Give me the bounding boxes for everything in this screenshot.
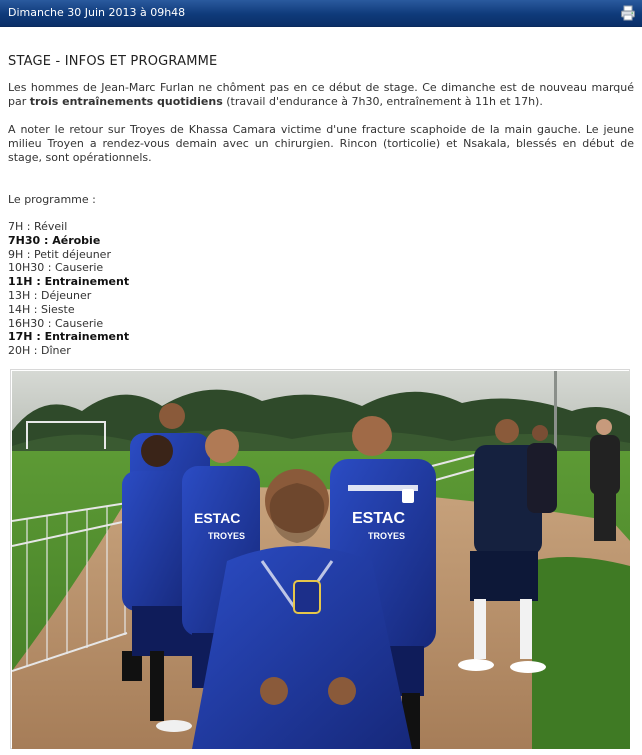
article-date: Dimanche 30 Juin 2013 à 09h48 (8, 6, 186, 19)
schedule-item: 11H : Entrainement (8, 275, 130, 289)
article-paragraph-intro (8, 81, 634, 109)
intro-highlight: trois entraînements quotidiens (29, 95, 223, 108)
schedule-item: 13H : Déjeuner (8, 288, 92, 302)
jersey-text-left: ESTAC (194, 510, 241, 526)
jersey-text-right: ESTAC (352, 510, 406, 527)
article-header-bar (0, 0, 642, 27)
jersey-sub-right: TROYES (368, 531, 406, 541)
team-photo (10, 369, 630, 749)
programme-label: Le programme : (8, 193, 96, 206)
team-photo-illustration (12, 371, 630, 749)
intro-text-a: Les hommes de Jean-Marc Furlan ne chôment pas en ce début de stage. Ce dimanche est de nouveau marqué par (8, 81, 634, 108)
article-title: STAGE - INFOS ET PROGRAMME (8, 54, 218, 69)
article-body (8, 54, 634, 358)
schedule-item: 7H : Réveil (8, 220, 68, 233)
printer-icon[interactable] (620, 5, 636, 21)
schedule-item: 9H : Petit déjeuner (8, 247, 111, 261)
schedule-item: 14H : Sieste (8, 302, 75, 316)
schedule-item: 10H30 : Causerie (8, 261, 104, 275)
schedule-item: 16H30 : Causerie (8, 316, 104, 330)
schedule-item: 20H : Dîner (8, 344, 71, 358)
jersey-sub-left: TROYES (208, 531, 246, 541)
intro-text-c: (travail d'endurance à 7h30, entraînement à 11h et 17h). (222, 95, 543, 108)
schedule-item: 17H : Entrainement (8, 330, 130, 344)
schedule-list (8, 220, 634, 358)
article-paragraph-injuries: A noter le retour sur Troyes de Khassa Camara victime d'une fracture scaphoide de la main gauche. Le jeune milieu Troyen a rendez-vous demain avec un chirurgien. Rincon (torticolie) et Nsakala, blessés en début de stage, sont opérationnels. (8, 123, 634, 164)
schedule-item: 7H30 : Aérobie (8, 233, 101, 247)
